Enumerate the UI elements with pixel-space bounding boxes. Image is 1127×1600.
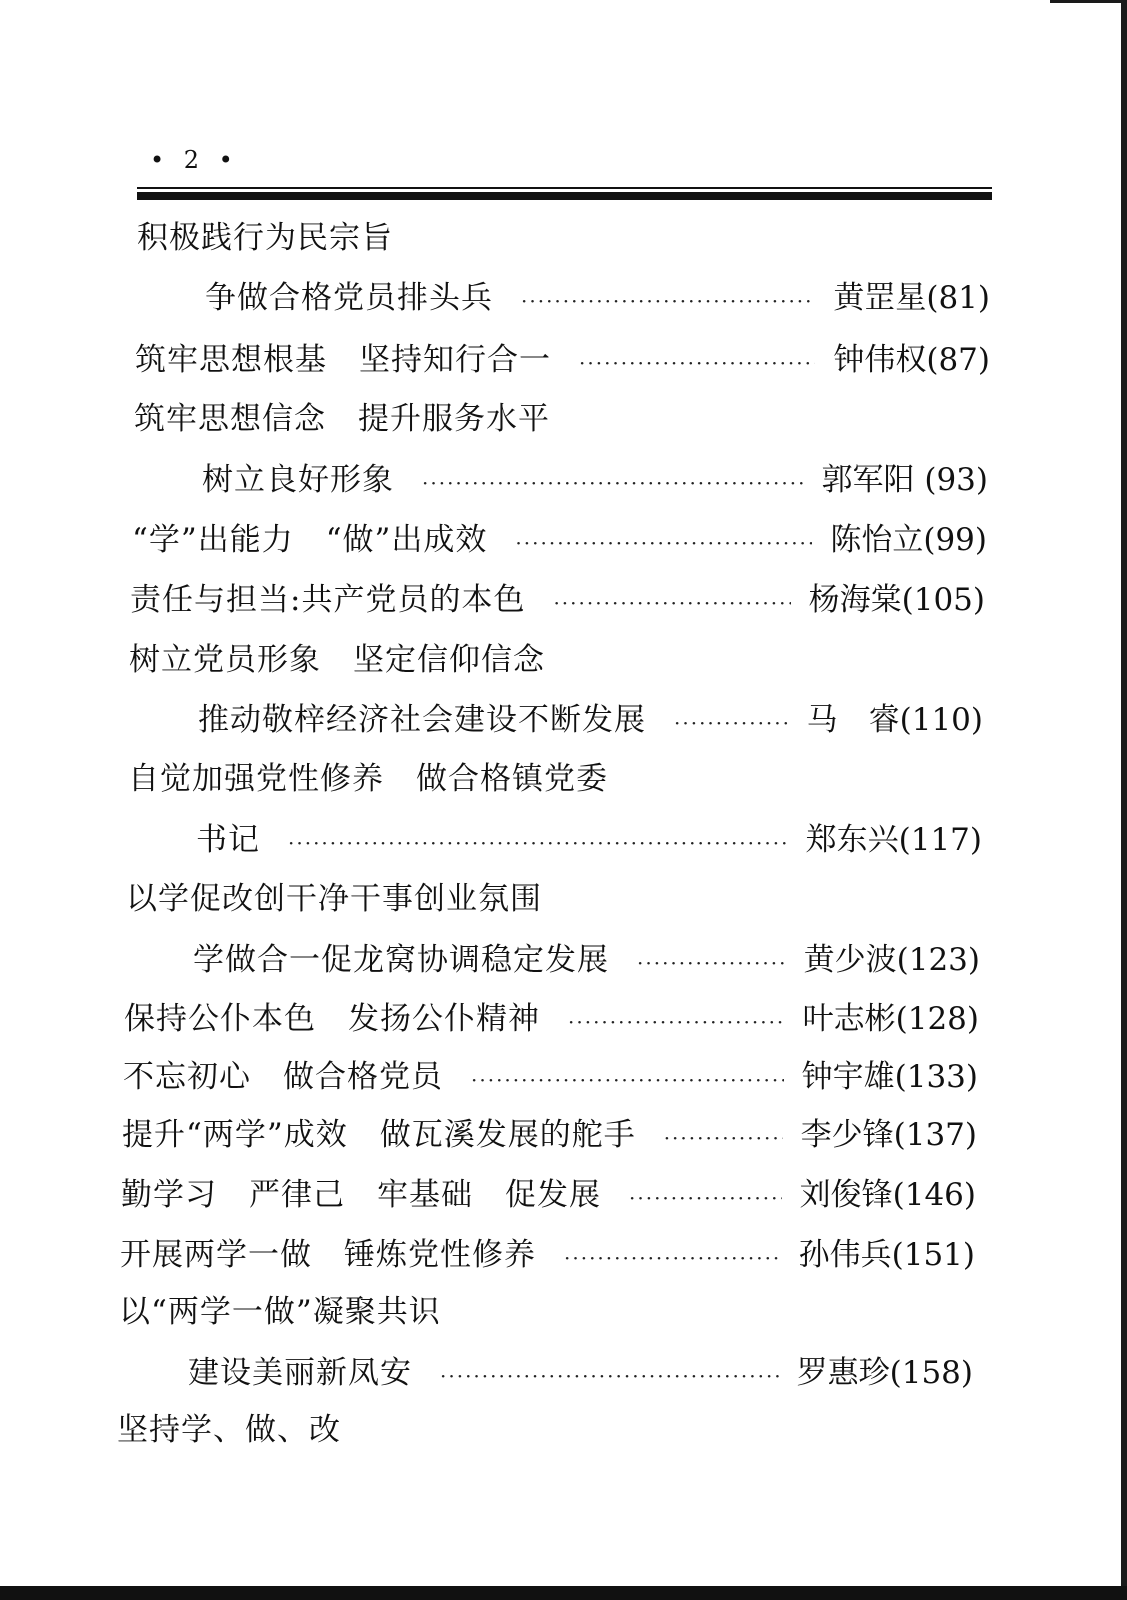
toc-entry	[130, 578, 985, 622]
toc-entry-title: 责任与担当:共产党员的本色	[130, 582, 526, 618]
scan-edge-bottom	[0, 1586, 1127, 1600]
toc-entry-title: “学”出能力 “做”出成效	[132, 522, 488, 558]
toc-entry-author: 刘俊锋(146)	[799, 1177, 976, 1213]
toc-entry-author: 钟伟权(87)	[833, 342, 990, 378]
toc-entry-author: 黄少波(123)	[803, 942, 980, 978]
leader-dots	[553, 581, 790, 625]
toc-heading: 坚持学、做、改	[117, 1412, 341, 1448]
toc-heading-line	[128, 757, 983, 801]
leader-dots	[637, 941, 786, 985]
toc-entry-author: 孙伟兵(151)	[798, 1237, 975, 1273]
leader-dots	[422, 461, 804, 505]
leader-dots	[568, 1000, 785, 1044]
leader-dots	[564, 1236, 781, 1280]
toc-entry-title: 筑牢思想根基 坚持知行合一	[135, 342, 551, 378]
toc-heading: 自觉加强党性修养 做合格镇党委	[128, 761, 608, 797]
toc-entry	[202, 458, 988, 502]
toc-heading-line	[117, 1408, 972, 1452]
leader-dots	[674, 701, 789, 745]
toc-heading: 积极践行为民宗旨	[137, 220, 393, 256]
toc-entry	[124, 997, 979, 1041]
toc-entry-author: 郑东兴(117)	[805, 822, 982, 858]
toc-entry-author: 陈怡立(99)	[830, 522, 987, 558]
header-rule-thin	[137, 187, 992, 189]
leader-dots	[471, 1058, 784, 1102]
scan-edge-top	[1050, 0, 1127, 3]
toc-entry	[188, 1351, 973, 1395]
toc-entry-author: 李少锋(137)	[800, 1117, 977, 1153]
toc-heading-line	[134, 397, 989, 441]
toc-entry-title: 勤学习 严律己 牢基础 促发展	[121, 1177, 601, 1213]
toc-entry-author: 叶志彬(128)	[802, 1001, 979, 1037]
toc-entry-title: 学做合一促龙窝协调稳定发展	[193, 942, 609, 978]
toc-entry-title: 建设美丽新凤安	[188, 1355, 412, 1391]
toc-entry-title: 树立良好形象	[202, 462, 394, 498]
toc-entry-title: 争做合格党员排头兵	[205, 280, 493, 316]
toc-entry-author: 马 睿(110)	[806, 702, 983, 738]
toc-entry	[122, 1113, 977, 1157]
leader-dots	[579, 341, 815, 385]
leader-dots	[440, 1354, 779, 1398]
toc-heading-line	[119, 1290, 974, 1334]
leader-dots	[288, 821, 788, 865]
toc-entry-author: 杨海棠(105)	[808, 582, 985, 618]
toc-entry	[196, 818, 982, 862]
toc-heading-line	[126, 877, 981, 921]
scan-edge-right	[1121, 0, 1127, 1600]
toc-entry-author: 郭军阳 (93)	[821, 462, 988, 498]
toc-heading: 树立党员形象 坚定信仰信念	[129, 642, 545, 678]
toc-entry	[205, 276, 990, 320]
toc-entry-author: 罗惠珍(158)	[796, 1355, 973, 1391]
toc-entry	[198, 698, 983, 742]
leader-dots	[515, 521, 812, 565]
toc-entry-title: 开展两学一做 锤炼党性修养	[120, 1237, 536, 1273]
toc-entry	[193, 938, 980, 982]
toc-entry	[135, 338, 990, 382]
header-rule-thick	[137, 192, 992, 200]
toc-entry-author: 黄罡星(81)	[833, 280, 990, 316]
toc-entry-author: 钟宇雄(133)	[801, 1059, 978, 1095]
toc-entry	[120, 1233, 975, 1277]
toc-entry-title: 书记	[196, 822, 260, 858]
toc-entry-title: 推动敬梓经济社会建设不断发展	[198, 702, 646, 738]
toc-entry	[132, 518, 987, 562]
toc-heading: 以“两学一做”凝聚共识	[119, 1294, 441, 1330]
leader-dots	[629, 1176, 782, 1220]
toc-entry-title: 保持公仆本色 发扬公仆精神	[124, 1001, 540, 1037]
toc-entry	[121, 1173, 976, 1217]
toc-entry-title: 提升“两学”成效 做瓦溪发展的舵手	[122, 1117, 636, 1153]
toc-heading: 筑牢思想信念 提升服务水平	[134, 401, 550, 437]
toc-heading-line	[137, 216, 992, 260]
page-number: • 2 •	[150, 146, 239, 174]
leader-dots	[664, 1116, 783, 1160]
toc-entry-title: 不忘初心 做合格党员	[123, 1059, 443, 1095]
toc-heading-line	[129, 638, 984, 682]
toc-entry	[123, 1055, 978, 1099]
toc-heading: 以学促改创干净干事创业氛围	[126, 881, 542, 917]
leader-dots	[521, 279, 815, 323]
